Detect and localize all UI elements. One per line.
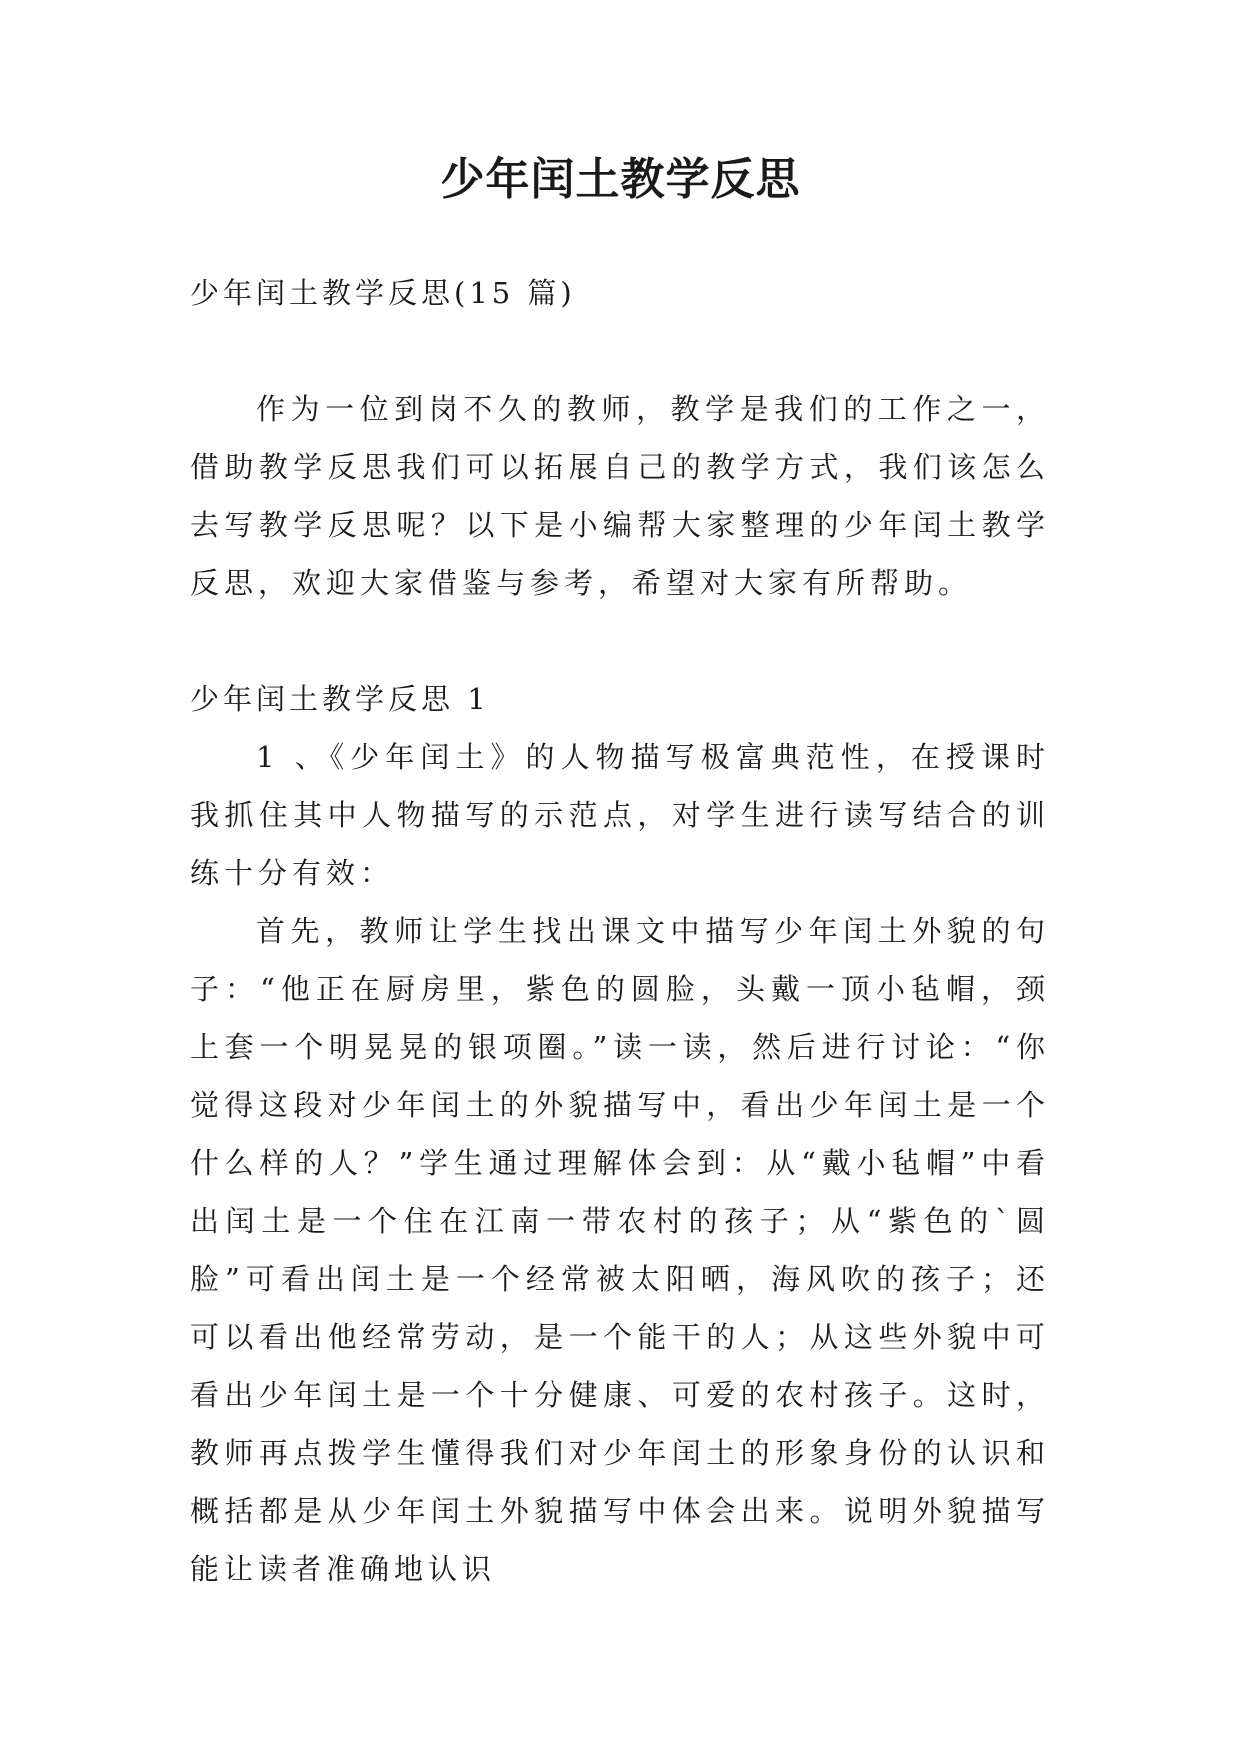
intro-paragraph: 作为一位到岗不久的教师，教学是我们的工作之一，借助教学反思我们可以拓展自己的教学方式，我们该怎么去写教学反思呢？以下是小编帮大家整理的少年闰土教学反思，欢迎大家借鉴与参考，希望对大家有所帮助。 — [190, 392, 1050, 600]
spacer — [190, 612, 1050, 670]
section-body-paragraph: 首先，教师让学生找出课文中描写少年闰土外貌的句子：“他正在厨房里，紫色的圆脸，头戴一顶小毡帽，颈上套一个明晃晃的银项圈。”读一读，然后进行讨论：“你觉得这段对少年闰土的外貌描写中，看出少年闰土是一个什么样的人？”学生通过理解体会到：从“戴小毡帽”中看出闰土是一个住在江南一带农村的孩子；从“紫色的`圆脸”可看出闰土是一个经常被太阳晒，海风吹的孩子；还可以看出他经常劳动，是一个能干的人；从这些外貌中可看出少年闰土是一个十分健康、可爱的农村孩子。这时，教师再点拨学生懂得我们对少年闰土的形象身份的认识和概括都是从少年闰土外貌描写中体会出来。说明外貌描写能让读者准确地认识 — [190, 914, 1050, 1586]
spacer — [190, 322, 1050, 380]
section-point-paragraph: 1 、《少年闰土》的人物描写极富典范性，在授课时我抓住其中人物描写的示范点，对学生进行读写结合的训练十分有效： — [190, 740, 1050, 890]
document-body — [190, 264, 1050, 1598]
document-subtitle: 少年闰土教学反思(15 篇) — [190, 276, 576, 310]
section-heading: 少年闰土教学反思 1 — [190, 682, 490, 716]
document-title: 少年闰土教学反思 — [440, 154, 801, 205]
